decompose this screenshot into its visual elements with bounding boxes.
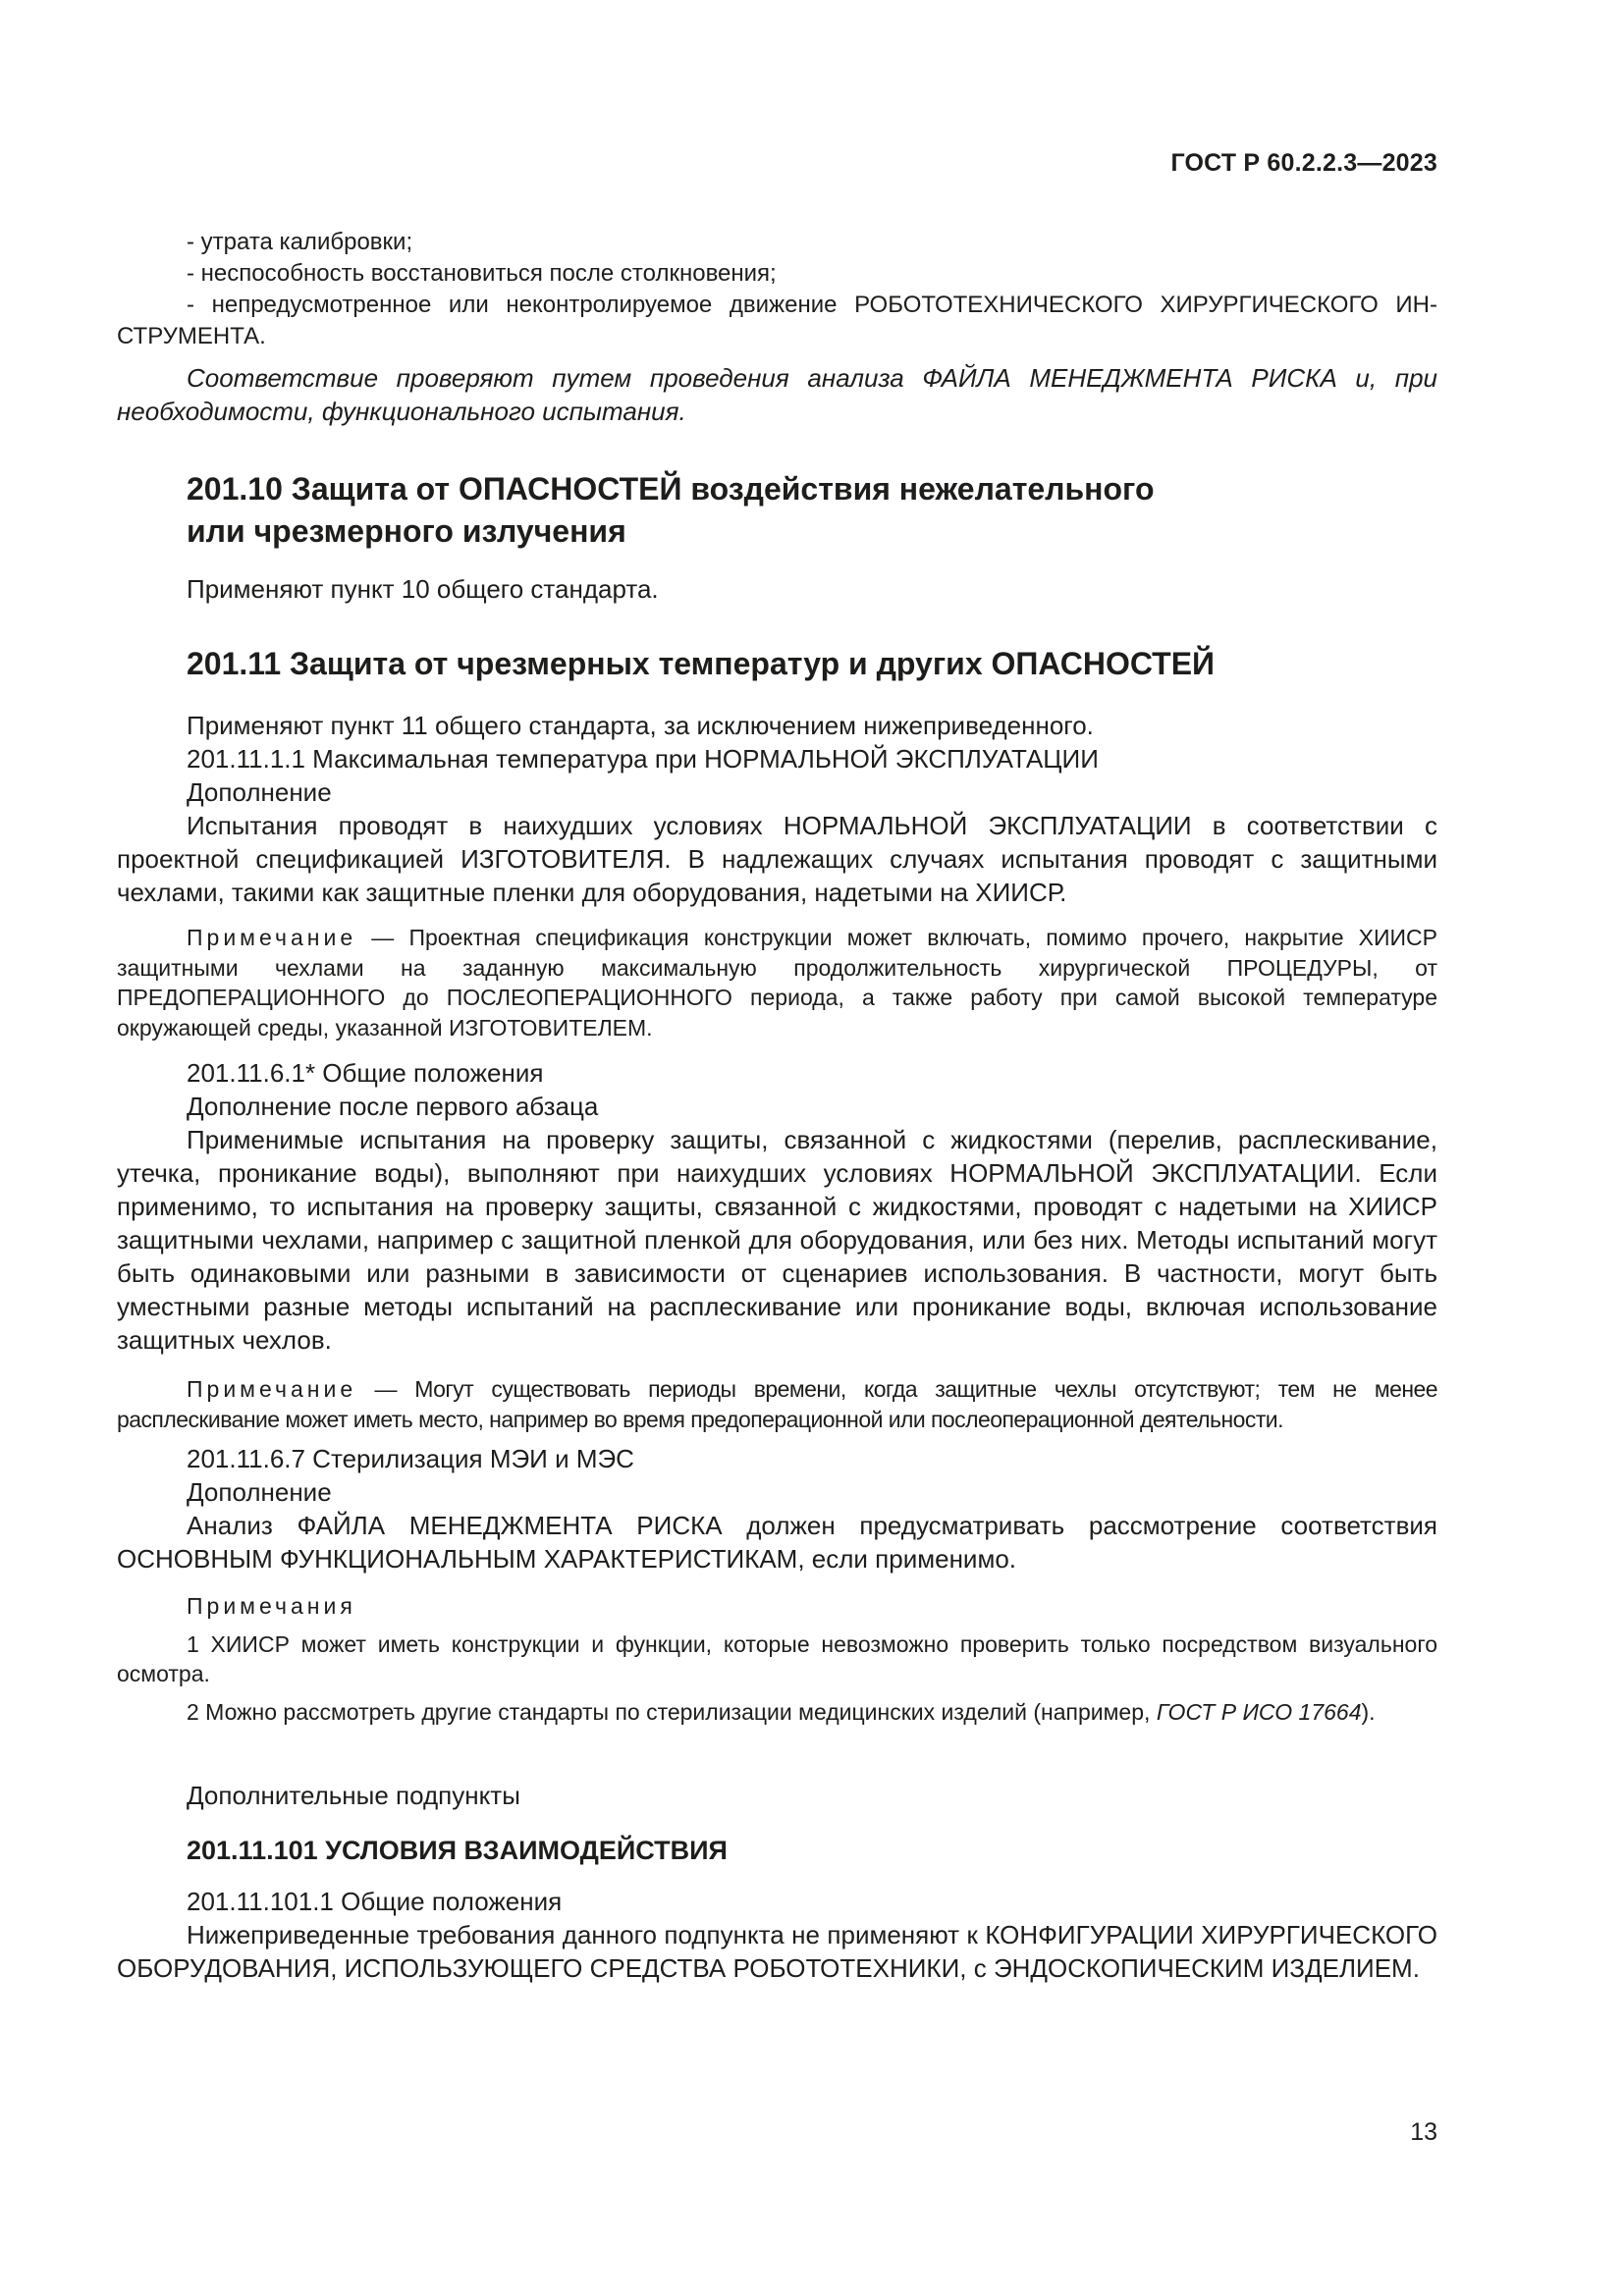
paragraph: Дополнение bbox=[187, 777, 332, 807]
note-1 bbox=[117, 923, 1437, 1042]
section-201-11-101-body bbox=[117, 1885, 1437, 1985]
paragraph: Дополнение bbox=[187, 1477, 332, 1507]
note-label: Примечание bbox=[187, 925, 357, 950]
paragraph: Применяют пункт 11 общего стандарта, за исключением нижеприведенного. bbox=[187, 711, 1094, 740]
paragraph: Применимые испытания на проверку защиты, связанной с жидкостями (перелив, расплескивание, утечка, проникание воды), выполняют при наихудших условиях НОРМАЛЬНОЙ ЭКСПЛУАТАЦИИ. Если применимо, то испытания на проверку защиты, связанной с жидкостями, проводят с надетыми на ХИИСР защитными чехлами, например с защитной пленкой для оборудования, или без них. Методы испытаний могут быть одинаковыми или разными в зависимости от сценариев использования. В частности, могут быть уместными разные методы испытаний на расплескивание или проникание воды, включая использование защитных чехлов. bbox=[117, 1125, 1437, 1355]
paragraph: Дополнительные подпункты bbox=[187, 1781, 520, 1810]
note-item: 2 Можно рассмотреть другие стандарты по стерилизации медицинских изделий (например, ГОСТ Р ИСО 17664). bbox=[187, 1698, 1376, 1725]
compliance-paragraph bbox=[117, 361, 1437, 428]
section-201-11-6-7 bbox=[117, 1442, 1437, 1575]
note-item: 1 ХИИСР может иметь конструкции и функции, которые невозможно проверить только посредством визуального осмотра. bbox=[117, 1630, 1437, 1686]
notes-label: Примечания bbox=[187, 1593, 356, 1619]
note-label: Примечание bbox=[187, 1376, 357, 1402]
note-2 bbox=[117, 1374, 1437, 1434]
paragraph: Испытания проводят в наихудших условиях НОРМАЛЬНОЙ ЭКСПЛУАТАЦИИ в соответствии с проектной спецификацией ИЗГОТОВИТЕЛЯ. В надлежащих случаях испытания проводят с защитными чехлами, такими как защитные пленки для оборудования, надетыми на ХИИСР. bbox=[117, 811, 1437, 907]
notes-block bbox=[117, 1591, 1437, 1727]
subclause-heading: 201.11.1.1 Максимальная температура при НОРМАЛЬНОЙ ЭКСПЛУАТАЦИИ bbox=[187, 744, 1099, 774]
subclause-heading: 201.11.6.1* Общие положения bbox=[187, 1058, 544, 1088]
page-number: 13 bbox=[1410, 2118, 1437, 2146]
section-201-10-text: Применяют пункт 10 общего стандарта. bbox=[187, 574, 659, 604]
section-heading-201-11: 201.11 Защита от чрезмерных температур и других ОПАСНОСТЕЙ bbox=[187, 646, 1216, 681]
section-heading-201-10-line1: 201.10 Защита от ОПАСНОСТЕЙ воздействия нежелательного bbox=[187, 471, 1155, 507]
note-text: — Проектная спецификация конструкции может включать, помимо прочего, накрытие ХИИСР защитными чехлами на заданную максимальную продолжительность хирургической ПРОЦЕДУРЫ, от ПРЕДОПЕРАЦИОННОГО до ПОСЛЕОПЕРАЦИОННОГО периода, а также работу при самой высокой температуре окружающей среды, указанной ИЗГОТОВИТЕЛЕМ. bbox=[117, 925, 1437, 1041]
paragraph: Анализ ФАЙЛА МЕНЕДЖМЕНТА РИСКА должен предусматривать рассмотрение соответствия ОСНОВНЫМ ФУНКЦИОНАЛЬНЫМ ХАРАКТЕРИСТИКАМ, если применимо. bbox=[117, 1511, 1437, 1574]
standard-reference: ГОСТ Р ИСО 17664 bbox=[1156, 1698, 1362, 1725]
section-201-11-body bbox=[117, 709, 1437, 909]
subclause-heading: 201.11.6.7 Стерилизация МЭИ и МЭС bbox=[187, 1444, 634, 1473]
list-item: - утрата калибровки; bbox=[187, 229, 413, 255]
paragraph: Нижеприведенные требования данного подпункта не применяют к КОНФИГУРАЦИИ ХИРУРГИЧЕСКОГО ОБОРУДОВАНИЯ, ИСПОЛЬЗУЮЩЕГО СРЕДСТВА РОБОТОТЕХНИКИ, с ЭНДОСКОПИЧЕСКИМ ИЗДЕЛИЕМ. bbox=[117, 1920, 1437, 1983]
section-heading-201-11-101: 201.11.101 УСЛОВИЯ ВЗАИМОДЕЙСТВИЯ bbox=[187, 1836, 728, 1865]
section-201-10 bbox=[117, 468, 1437, 553]
section-201-11-6-1 bbox=[117, 1056, 1437, 1357]
paragraph: Дополнение после первого абзаца bbox=[187, 1092, 599, 1121]
list-item: - непредусмотренное или неконтролируемое движение РОБОТОТЕХНИЧЕСКОГО ХИРУРГИЧЕСКОГО ИНСТРУМЕНТА. bbox=[117, 292, 1437, 349]
note-text: — Могут существовать периоды времени, когда защитные чехлы отсутствуют; тем не менее расплескивание может иметь место, например во время предоперационной или послеоперационной деятельности. bbox=[117, 1376, 1437, 1432]
compliance-text: Соответствие проверяют путем проведения анализа ФАЙЛА МЕНЕДЖМЕНТА РИСКА и, при необходимости, функционального испытания. bbox=[117, 363, 1437, 426]
section-heading-201-10-line2: или чрезмерного излучения bbox=[187, 513, 626, 549]
list-item: - неспособность восстановиться после столкновения; bbox=[187, 260, 777, 287]
document-code-header: ГОСТ Р 60.2.2.3—2023 bbox=[1170, 149, 1437, 177]
subclause-heading: 201.11.101.1 Общие положения bbox=[187, 1887, 563, 1916]
consequence-list bbox=[117, 227, 1437, 352]
